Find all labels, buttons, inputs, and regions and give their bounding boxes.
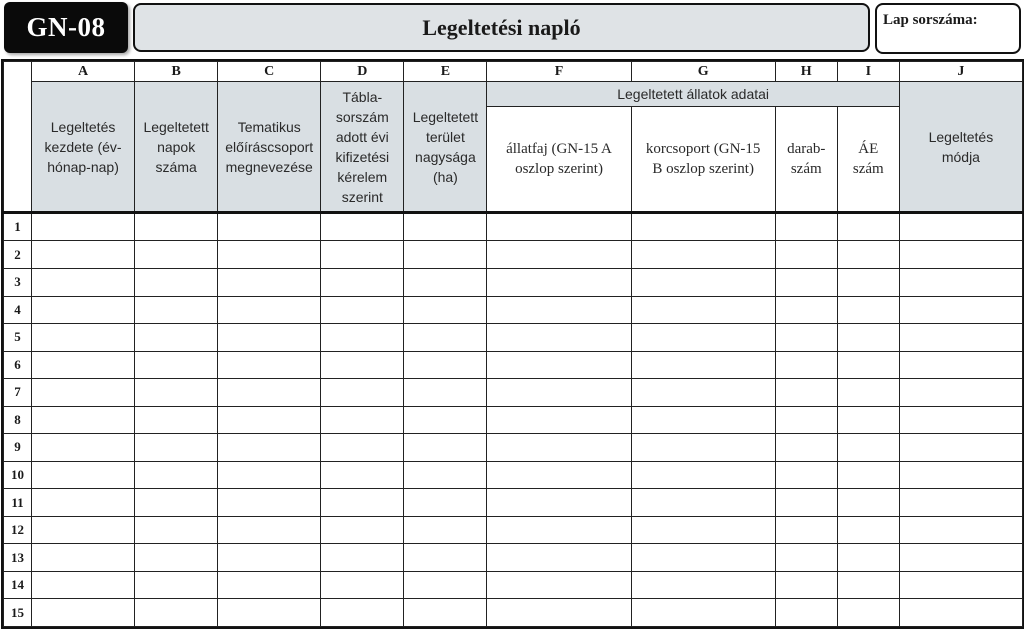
column-letter-c: C [218,62,321,82]
entry-cell-i[interactable] [837,269,899,297]
entry-cell-a[interactable] [32,351,135,379]
sheet-number-box[interactable] [875,3,1021,54]
entry-cell-g[interactable] [631,544,775,572]
entry-cell-h[interactable] [775,461,837,489]
entry-cell-b[interactable] [135,599,218,627]
entry-cell-f[interactable] [487,599,631,627]
entry-cell-a[interactable] [32,379,135,407]
entry-cell-g[interactable] [631,296,775,324]
entry-cell-g[interactable] [631,351,775,379]
entry-cell-f[interactable] [487,434,631,462]
entry-cell-i[interactable] [837,351,899,379]
table-row [4,241,1023,269]
entry-cell-f[interactable] [487,212,631,241]
entry-cell-e[interactable] [404,406,487,434]
entry-cell-i[interactable] [837,379,899,407]
entry-cell-i[interactable] [837,461,899,489]
column-header-a: Legeltetés kezdete (év-hónap-nap) [32,82,135,213]
column-header-d: Tábla-sorszám adott évi kifizetési kérelem szerint [321,82,404,213]
entry-cell-c[interactable] [218,544,321,572]
entry-cell-c[interactable] [218,296,321,324]
entry-cell-b[interactable] [135,379,218,407]
entry-cell-j[interactable] [899,461,1022,489]
entry-cell-b[interactable] [135,296,218,324]
entry-cell-a[interactable] [32,461,135,489]
entry-cell-f[interactable] [487,544,631,572]
entry-cell-h[interactable] [775,351,837,379]
entry-cell-e[interactable] [404,351,487,379]
entry-cell-j[interactable] [899,544,1022,572]
entry-cell-e[interactable] [404,516,487,544]
entry-cell-i[interactable] [837,489,899,517]
entry-cell-i[interactable] [837,571,899,599]
entry-cell-i[interactable] [837,516,899,544]
table-row [4,599,1023,627]
entry-cell-j[interactable] [899,406,1022,434]
entry-cell-f[interactable] [487,379,631,407]
entry-cell-a[interactable] [32,599,135,627]
entry-cell-h[interactable] [775,212,837,241]
entry-cell-c[interactable] [218,212,321,241]
entry-cell-h[interactable] [775,544,837,572]
column-letter-i: I [837,62,899,82]
entry-cell-a[interactable] [32,434,135,462]
column-header-f: állatfaj (GN-15 A oszlop szerint) [487,106,631,212]
entry-cell-f[interactable] [487,324,631,352]
entry-cell-g[interactable] [631,324,775,352]
table-row [4,351,1023,379]
entry-cell-j[interactable] [899,489,1022,517]
entry-cell-d[interactable] [321,269,404,297]
entry-cell-c[interactable] [218,379,321,407]
row-number: 10 [4,461,32,489]
entry-cell-d[interactable] [321,461,404,489]
table-row [4,544,1023,572]
form-title: Legeltetési napló [422,14,581,40]
row-number: 13 [4,544,32,572]
entry-cell-e[interactable] [404,544,487,572]
header-row-top [4,82,1023,106]
entry-cell-a[interactable] [32,571,135,599]
entry-cell-j[interactable] [899,434,1022,462]
table-row [4,269,1023,297]
entry-cell-d[interactable] [321,434,404,462]
entry-cell-b[interactable] [135,434,218,462]
entry-cell-h[interactable] [775,241,837,269]
entry-cell-j[interactable] [899,324,1022,352]
row-number: 8 [4,406,32,434]
row-number: 7 [4,379,32,407]
entry-cell-c[interactable] [218,599,321,627]
row-number: 15 [4,599,32,627]
entry-cell-b[interactable] [135,461,218,489]
entry-cell-c[interactable] [218,324,321,352]
entry-cell-f[interactable] [487,516,631,544]
entry-cell-c[interactable] [218,269,321,297]
entry-cell-i[interactable] [837,434,899,462]
entry-cell-i[interactable] [837,406,899,434]
entry-cell-a[interactable] [32,269,135,297]
entry-cell-j[interactable] [899,241,1022,269]
corner-cell [4,62,32,213]
entry-cell-b[interactable] [135,489,218,517]
entry-cell-d[interactable] [321,516,404,544]
column-letter-j: J [899,62,1022,82]
entry-cell-e[interactable] [404,434,487,462]
entry-cell-c[interactable] [218,489,321,517]
entry-cell-g[interactable] [631,489,775,517]
entry-cell-a[interactable] [32,324,135,352]
entry-cell-e[interactable] [404,489,487,517]
entry-cell-e[interactable] [404,324,487,352]
entry-cell-d[interactable] [321,544,404,572]
column-header-j: Legeltetés módja [899,82,1022,213]
entry-cell-b[interactable] [135,351,218,379]
column-header-b: Legeltetett napok száma [135,82,218,213]
entry-cell-d[interactable] [321,406,404,434]
column-letter-h: H [775,62,837,82]
table-row [4,461,1023,489]
entry-cell-d[interactable] [321,351,404,379]
entry-cell-g[interactable] [631,241,775,269]
entry-cell-i[interactable] [837,212,899,241]
entry-cell-h[interactable] [775,571,837,599]
column-header-e: Legeltetett terület nagysága (ha) [404,82,487,213]
form-code: GN-08 [26,12,106,42]
entry-cell-e[interactable] [404,571,487,599]
entry-cell-h[interactable] [775,406,837,434]
entry-cell-b[interactable] [135,269,218,297]
entry-cell-i[interactable] [837,324,899,352]
entry-cell-f[interactable] [487,571,631,599]
sheet-number-label: Lap sorszáma: [883,12,978,28]
entry-cell-h[interactable] [775,599,837,627]
entry-cell-a[interactable] [32,406,135,434]
entry-cell-e[interactable] [404,599,487,627]
table-row [4,434,1023,462]
entry-cell-c[interactable] [218,351,321,379]
row-number: 12 [4,516,32,544]
form-code-badge [4,2,128,53]
column-letter-g: G [631,62,775,82]
table-row [4,571,1023,599]
entry-cell-i[interactable] [837,241,899,269]
entry-cell-d[interactable] [321,379,404,407]
row-number: 3 [4,269,32,297]
entry-cell-b[interactable] [135,212,218,241]
entry-cell-c[interactable] [218,406,321,434]
entry-cell-b[interactable] [135,406,218,434]
entry-cell-h[interactable] [775,296,837,324]
entry-cell-h[interactable] [775,434,837,462]
row-number: 9 [4,434,32,462]
entry-cell-g[interactable] [631,516,775,544]
column-header-h: darab-szám [775,106,837,212]
entry-cell-a[interactable] [32,241,135,269]
entry-cell-g[interactable] [631,406,775,434]
table-row [4,296,1023,324]
entry-cell-j[interactable] [899,379,1022,407]
column-letter-e: E [404,62,487,82]
entry-cell-b[interactable] [135,241,218,269]
entry-cell-j[interactable] [899,351,1022,379]
entry-cell-c[interactable] [218,434,321,462]
form-title-box [133,3,870,52]
column-letter-f: F [487,62,631,82]
entry-cell-h[interactable] [775,324,837,352]
column-letter-a: A [32,62,135,82]
entry-cell-a[interactable] [32,544,135,572]
entry-cell-h[interactable] [775,516,837,544]
table-row [4,406,1023,434]
row-number: 5 [4,324,32,352]
column-header-g: korcsoport (GN-15 B oszlop szerint) [631,106,775,212]
entry-cell-b[interactable] [135,571,218,599]
column-group-header-animals: Legeltetett állatok adatai [487,82,899,106]
entry-cell-e[interactable] [404,461,487,489]
entry-cell-d[interactable] [321,489,404,517]
entry-cell-b[interactable] [135,324,218,352]
entry-cell-d[interactable] [321,324,404,352]
entry-cell-j[interactable] [899,599,1022,627]
entry-cell-h[interactable] [775,269,837,297]
entry-cell-e[interactable] [404,269,487,297]
entry-cell-e[interactable] [404,379,487,407]
entry-cell-b[interactable] [135,516,218,544]
column-letter-row [4,62,1023,82]
entry-cell-c[interactable] [218,461,321,489]
entry-cell-d[interactable] [321,296,404,324]
entry-cell-e[interactable] [404,212,487,241]
entry-cell-e[interactable] [404,296,487,324]
entry-cell-h[interactable] [775,379,837,407]
entry-cell-d[interactable] [321,212,404,241]
entry-cell-d[interactable] [321,571,404,599]
entry-cell-f[interactable] [487,351,631,379]
entry-cell-j[interactable] [899,269,1022,297]
entry-cell-g[interactable] [631,269,775,297]
column-header-i: ÁE szám [837,106,899,212]
entry-cell-g[interactable] [631,571,775,599]
entry-cell-g[interactable] [631,434,775,462]
row-number: 1 [4,212,32,241]
column-header-c: Tematikus előíráscsoport megnevezése [218,82,321,213]
entry-cell-e[interactable] [404,241,487,269]
table-row [4,379,1023,407]
entry-cell-d[interactable] [321,599,404,627]
entry-cell-b[interactable] [135,544,218,572]
entry-cell-f[interactable] [487,241,631,269]
column-letter-b: B [135,62,218,82]
entry-cell-f[interactable] [487,296,631,324]
table-row [4,212,1023,241]
entry-cell-h[interactable] [775,489,837,517]
column-letter-d: D [321,62,404,82]
entry-cell-i[interactable] [837,544,899,572]
entry-cell-a[interactable] [32,212,135,241]
entry-cell-j[interactable] [899,516,1022,544]
row-number: 14 [4,571,32,599]
entry-cell-g[interactable] [631,212,775,241]
table-row [4,489,1023,517]
entry-cell-j[interactable] [899,571,1022,599]
entry-cell-a[interactable] [32,296,135,324]
entry-cell-f[interactable] [487,489,631,517]
entry-cell-c[interactable] [218,241,321,269]
entry-cell-a[interactable] [32,516,135,544]
entry-cell-g[interactable] [631,599,775,627]
entry-cell-j[interactable] [899,296,1022,324]
table-row [4,516,1023,544]
row-number: 11 [4,489,32,517]
entry-cell-j[interactable] [899,212,1022,241]
row-number: 6 [4,351,32,379]
entry-cell-f[interactable] [487,269,631,297]
row-number: 4 [4,296,32,324]
entry-cell-d[interactable] [321,241,404,269]
table-row [4,324,1023,352]
entry-cell-a[interactable] [32,489,135,517]
grazing-log-table [3,61,1023,627]
entry-cell-i[interactable] [837,599,899,627]
entry-cell-c[interactable] [218,516,321,544]
entry-cell-g[interactable] [631,379,775,407]
entry-cell-g[interactable] [631,461,775,489]
entry-cell-f[interactable] [487,406,631,434]
row-number: 2 [4,241,32,269]
entry-cell-c[interactable] [218,571,321,599]
entry-cell-f[interactable] [487,461,631,489]
entry-cell-i[interactable] [837,296,899,324]
